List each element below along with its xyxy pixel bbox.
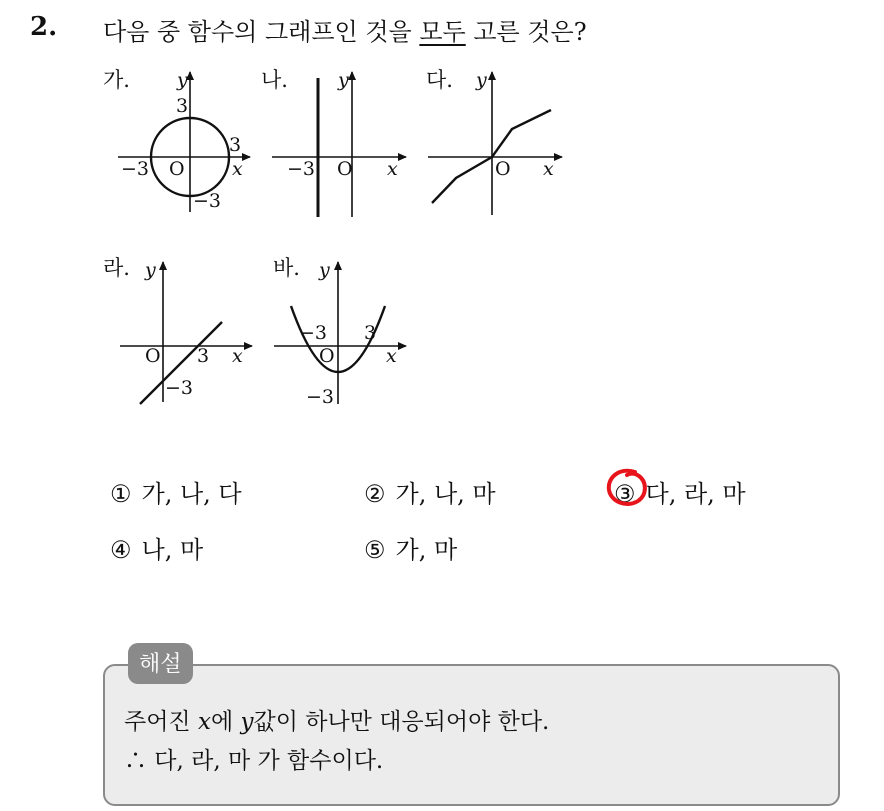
- explanation-tag: 해설: [128, 643, 193, 684]
- graph-ra-origin: O: [145, 345, 161, 367]
- question-text-before: 다음 중 함수의 그래프인 것을: [103, 18, 420, 46]
- graph-ga-y-label: y: [177, 69, 188, 91]
- graph-ga-label: 가.: [103, 68, 130, 92]
- graph-ba-y-label: y: [319, 259, 330, 281]
- graph-na-y-label: y: [338, 69, 349, 91]
- choice-4[interactable]: [110, 530, 203, 565]
- graph-na-origin: O: [337, 158, 353, 180]
- choice-2-num: ②: [364, 480, 386, 508]
- explanation-var-y: y: [240, 709, 254, 735]
- question-text-underlined: 모두: [419, 18, 466, 46]
- graph-ba-tick-xm3: −3: [299, 322, 328, 344]
- graph-ba-origin: O: [319, 345, 335, 367]
- graph-ga-origin: O: [169, 158, 185, 180]
- graph-ra-tick-ym3: −3: [165, 377, 194, 399]
- question-number: 2.: [30, 12, 58, 42]
- choice-1-text: 가, 나, 다: [141, 480, 242, 508]
- explanation-line-2: ∴ 다, 라, 마 가 함수이다.: [124, 748, 384, 774]
- choice-4-text: 나, 마: [141, 536, 204, 564]
- explanation-line-1-a: 주어진: [124, 709, 198, 735]
- explanation-line-1-b: 에: [210, 709, 241, 735]
- graph-ba-tick-ym3: −3: [306, 386, 335, 408]
- choice-1[interactable]: [110, 474, 242, 509]
- graph-ba-x-label: x: [386, 345, 397, 367]
- graph-ba: [273, 256, 406, 408]
- graph-da-origin: O: [495, 158, 511, 180]
- choice-3-num: ③: [614, 480, 636, 508]
- graph-ga-x-label: x: [232, 158, 243, 180]
- graph-da-label: 다.: [426, 68, 453, 92]
- graph-da: [426, 68, 562, 215]
- graph-ra: [103, 256, 252, 404]
- graph-ra-tick-x3: 3: [197, 345, 210, 367]
- choice-2[interactable]: [364, 474, 496, 509]
- choice-3-text: 다, 라, 마: [645, 480, 746, 508]
- graph-da-y-label: y: [476, 69, 487, 91]
- graph-ga-tick-ym3: −3: [193, 190, 222, 212]
- explanation-line-1: [124, 703, 549, 736]
- graph-na-x-label: x: [387, 158, 398, 180]
- graph-ra-y-label: y: [145, 259, 156, 281]
- choice-5-text: 가, 마: [395, 536, 458, 564]
- graph-na-tick-xm3: −3: [287, 158, 316, 180]
- choice-5[interactable]: [364, 530, 457, 565]
- choice-4-num: ④: [110, 536, 132, 564]
- graph-na-label: 나.: [261, 68, 288, 92]
- question-text-after: 고른 것은?: [465, 18, 587, 46]
- graph-ra-label: 라.: [103, 256, 130, 280]
- graph-ra-x-label: x: [232, 345, 243, 367]
- explanation-var-x: x: [197, 709, 211, 735]
- explanation-line-1-c: 값이 하나만 대응되어야 한다.: [253, 709, 550, 735]
- graph-ba-label: 바.: [273, 256, 300, 280]
- graph-ga-tick-xm3: −3: [121, 158, 150, 180]
- graph-da-x-label: x: [543, 158, 554, 180]
- graph-ga: [103, 68, 250, 212]
- choice-2-text: 가, 나, 마: [395, 480, 496, 508]
- graph-na: [261, 68, 406, 217]
- answer-mark-circle-icon: [605, 468, 649, 508]
- choice-1-num: ①: [110, 480, 132, 508]
- graph-ba-tick-x3: 3: [364, 322, 377, 344]
- choice-5-num: ⑤: [364, 536, 386, 564]
- graph-ga-tick-y3: 3: [176, 95, 189, 117]
- graph-ga-tick-x3: 3: [229, 134, 242, 156]
